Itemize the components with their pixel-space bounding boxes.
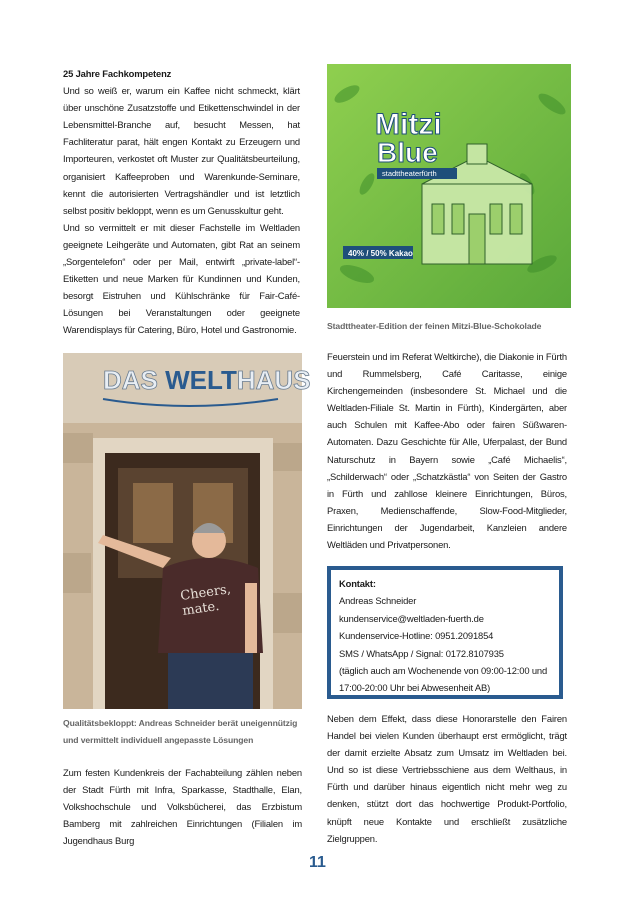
welthaus-sign: DAS WELTHAUS (103, 365, 311, 395)
contact-hotline: Kundenservice-Hotline: 0951.2091854 (339, 630, 494, 642)
contact-sms: SMS / WhatsApp / Signal: 0172.8107935 (339, 647, 504, 659)
photo-caption: Qualitätsbekloppt: Andreas Schneider berät uneigennützig und vermittelt individuell angepasste Lösungen (63, 718, 298, 745)
chocolate-caption: Stadttheater-Edition der feinen Mitzi-Blue-Schokolade (327, 321, 542, 331)
page-number: 11 (309, 854, 326, 871)
paragraph: Und so vermittelt er mit dieser Fachstelle im Weltladen geeignete Leihgeräte und Automaten, gibt Rat an seinem „Sorgentelefon“ oder per Mail, entwirft „private-label“-Etiketten und neue Marken für Kundinnen und Kunden, besorgt Eistruhen und Kühlschränke für Fair-Café-Lösungen bei Veranstaltungen oder geeignete Warendisplays für Catering, Büro, Hotel und Gastronomie. (63, 221, 300, 336)
shirt-text-line2: mate. (181, 598, 221, 619)
paragraph: Und so weiß er, warum ein Kaffee nicht schmeckt, klärt über unschöne Zusatzstoffe und Etikettenschwindel in der Lebensmittel-Branche auf, besucht Messen, hat Fachliteratur parat, hält engen Kontakt zu Erzeugern und Importeuren, verkostet oft Muster zur Qualitätsbeurteilung, organisiert Kaffeeproben und Warenkunde-Seminare, kennt die autorisierten Vertragshändler und ist letztlich selbst positiv bekloppt, wenn es um Genusskultur geht. (63, 85, 300, 216)
contact-box (327, 566, 563, 699)
brand-name-line1: Mitzi (375, 108, 442, 141)
brand-name-line2: Blue (377, 137, 438, 168)
contact-email[interactable]: kundenservice@weltladen-fuerth.de (339, 612, 484, 624)
closing-text (327, 710, 567, 847)
edition-label: stadttheaterfürth (382, 169, 437, 178)
section-heading: 25 Jahre Fachkompetenz (63, 68, 172, 79)
contact-name: Andreas Schneider (339, 595, 417, 607)
paragraph: Feuerstein und im Referat Weltkirche), die Diakonie in Fürth und Rummelsberg, Café Caritasse, einige Kirchengemeinden (insbesondere St. Michael und die Weltladen-Filiale St. Martin in Fürth), Kindergärten, aber auch Schulen mit Kaffee-Abo oder fairen Süßwaren-Automaten. Dazu Geschichte für Alle, Uferpalast, der Bund Naturschutz in Bayern sowie „Café Michaelis“, „Schilderwach“ oder „Schatzkästla“ von Seiten der Gastro in Fürth und zahllose kleinere Einrichtungen, Büros, Praxen, Medienschaffende, Slow-Food-Mitglieder, Einrichtungen der Jugendarbeit, Kanzleien andere Weltläden und Privatpersonen. (327, 351, 567, 551)
article-intro (63, 65, 300, 339)
shirt-text-line1: Cheers, (179, 582, 232, 604)
welthaus-photo (63, 353, 311, 709)
contact-title: Kontakt: (339, 578, 376, 589)
customer-list-text (327, 348, 567, 553)
paragraph: Zum festen Kundenkreis der Fachabteilung zählen neben der Stadt Fürth mit Infra, Sparkasse, Stadthalle, Elan, Volkshochschule und Volksbücherei, das Erzbistum Bamberg mit zahlreichen Einrichtungen (Filialen im Jugendhaus Burg (63, 767, 302, 847)
paragraph: Neben dem Effekt, dass diese Honorarstelle den Fairen Handel bei vielen Kunden überhaupt erst ermöglicht, trägt der damit erzielte Absatz zum Umsatz im Weltladen bei. Und so ist diese Vertriebsschiene aus dem Welthaus, in Fürth und darüber hinaus eigentlich nicht mehr weg zu denken, stützt dort das hochwertige Produkt-Portfolio, knüpft neue Kontakte und erschließt zusätzliche Zielgruppen. (327, 713, 567, 844)
contact-hours-line1: (täglich auch am Wochenende von 09:00-12:00 und (339, 665, 548, 677)
contact-hours-line2: 17:00-20:00 Uhr bei Abwesenheit AB) (339, 682, 491, 694)
article-continued (63, 764, 302, 849)
cocoa-label: 40% / 50% Kakao (348, 249, 413, 258)
chocolate-package-image (327, 64, 571, 308)
